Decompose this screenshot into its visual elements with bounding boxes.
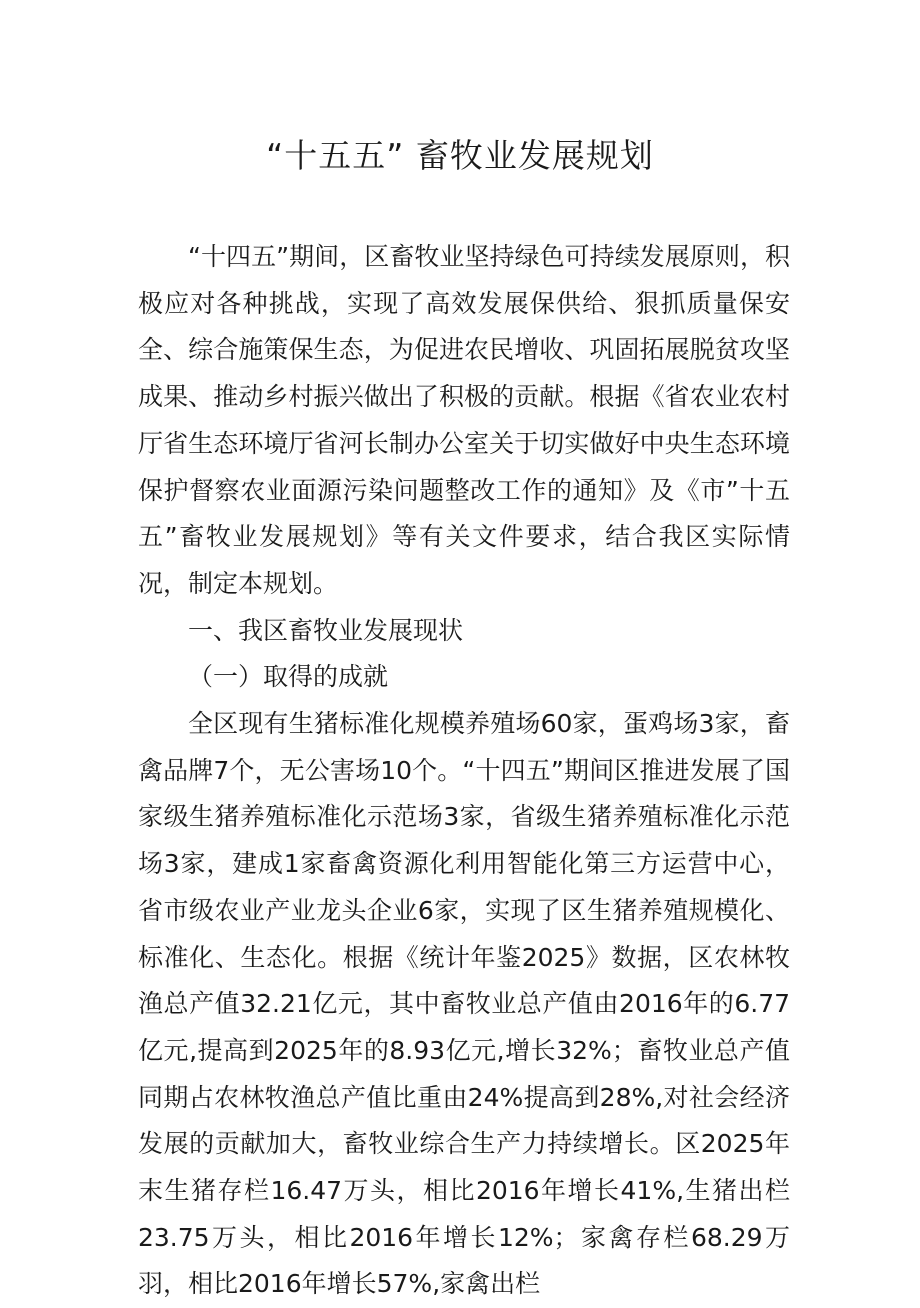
document-body (138, 234, 790, 1308)
achievements-paragraph: 全区现有生猪标准化规模养殖场60家，蛋鸡场3家，畜禽品牌7个，无公害场10个。“十四五”期间区推进发展了国家级生猪养殖标准化示范场3家，省级生猪养殖标准化示范场3家，建成1家畜禽资源化利用智能化第三方运营中心，省市级农业产业龙头企业6家，实现了区生猪养殖规模化、标准化、生态化。根据《统计年鉴2025》数据，区农林牧渔总产值32.21亿元，其中畜牧业总产值由2016年的6.77亿元,提高到2025年的8.93亿元,增长32%；畜牧业总产值同期占农林牧渔总产值比重由24%提高到28%,对社会经济发展的贡献加大，畜牧业综合生产力持续增长。区2025年末生猪存栏16.47万头，相比2016年增长41%,生猪出栏23.75万头，相比2016年增长12%；家禽存栏68.29万羽，相比2016年增长57%,家禽出栏 (138, 709, 790, 1299)
document-title: “十五五” 畜牧业发展规划 (266, 136, 654, 175)
subsection-heading-achievements: （一）取得的成就 (188, 662, 389, 692)
intro-paragraph: “十四五”期间，区畜牧业坚持绿色可持续发展原则，积极应对各种挑战，实现了高效发展保供给、狠抓质量保安全、综合施策保生态，为促进农民增收、巩固拓展脱贫攻坚成果、推动乡村振兴做出了积极的贡献。根据《省农业农村厅省生态环境厅省河长制办公室关于切实做好中央生态环境保护督察农业面源污染问题整改工作的通知》及《市”十五五”畜牧业发展规划》等有关文件要求，结合我区实际情况，制定本规划。 (138, 242, 790, 598)
section-heading-current-status: 一、我区畜牧业发展现状 (188, 615, 464, 645)
